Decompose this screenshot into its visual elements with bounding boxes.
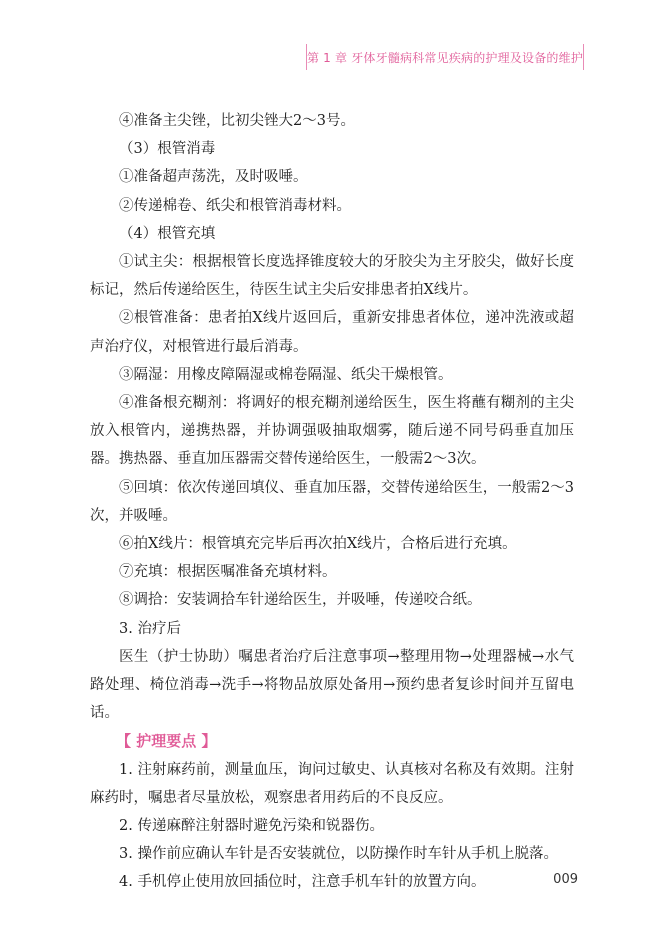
paragraph: ⑥拍X线片：根管填充完毕后再次拍X线片，合格后进行充填。 [119, 536, 517, 553]
paragraph: ⑤回填：依次传递回填仪、垂直加压器，交替传递给医生，一般需2～3次，并吸唾。 [90, 479, 574, 524]
paragraph: 医生（护士协助）嘱患者治疗后注意事项→整理用物→处理器械→水气路处理、椅位消毒→洗手→将物品放原处备用→预约患者复诊时间并互留电话。 [90, 648, 574, 722]
section-title: 【 护理要点 】 [116, 732, 217, 751]
point-item: 2. 传递麻醉注射器时避免污染和锐器伤。 [119, 818, 384, 835]
paragraph: 3. 治疗后 [119, 620, 181, 637]
paragraph: ④准备根充糊剂：将调好的根充糊剂递给医生，医生将蘸有糊剂的主尖放入根管内，递携热器，并协调强吸抽取烟雾，随后递不同号码垂直加压器。携热器、垂直加压器需交替传递给医生，一般需2～3次。 [90, 395, 574, 468]
paragraph: ②传递棉卷、纸尖和根管消毒材料。 [119, 197, 351, 214]
paragraph: ④准备主尖锉，比初尖锉大2～3号。 [119, 113, 355, 129]
chapter-title: 第 1 章 牙体牙髓病科常见疾病的护理及设备的维护 [306, 50, 584, 65]
main-content [90, 107, 574, 897]
paragraph: ⑦充填：根据医嘱准备充填材料。 [119, 564, 337, 581]
running-header [306, 44, 584, 70]
point-item: 1. 注射麻药前，测量血压，询问过敏史、认真核对名称及有效期。注射麻药时，嘱患者尽量放松，观察患者用药后的不良反应。 [90, 761, 574, 806]
paragraph: （4）根管充填 [119, 225, 216, 242]
point-item: 3. 操作前应确认车针是否安装就位，以防操作时车针从手机上脱落。 [119, 846, 558, 863]
paragraph: ⑧调拾：安装调拾车针递给医生，并吸唾，传递咬合纸。 [119, 592, 482, 609]
paragraph: ①试主尖：根据根管长度选择锥度较大的牙胶尖为主牙胶尖，做好长度标记，然后传递给医生，待医生试主尖后安排患者拍X线片。 [90, 254, 574, 299]
paragraph: ②根管准备：患者拍X线片返回后，重新安排患者体位，递冲洗液或超声治疗仪，对根管进行最后消毒。 [90, 310, 574, 355]
paragraph: （3）根管消毒 [119, 141, 216, 158]
paragraph: ①准备超声荡洗，及时吸唾。 [119, 169, 308, 186]
paragraph: ③隔湿：用橡皮障隔湿或棉卷隔湿、纸尖干燥根管。 [119, 366, 453, 383]
page-number: 009 [553, 872, 578, 887]
point-item: 4. 手机停止使用放回插位时，注意手机车针的放置方向。 [119, 874, 486, 891]
